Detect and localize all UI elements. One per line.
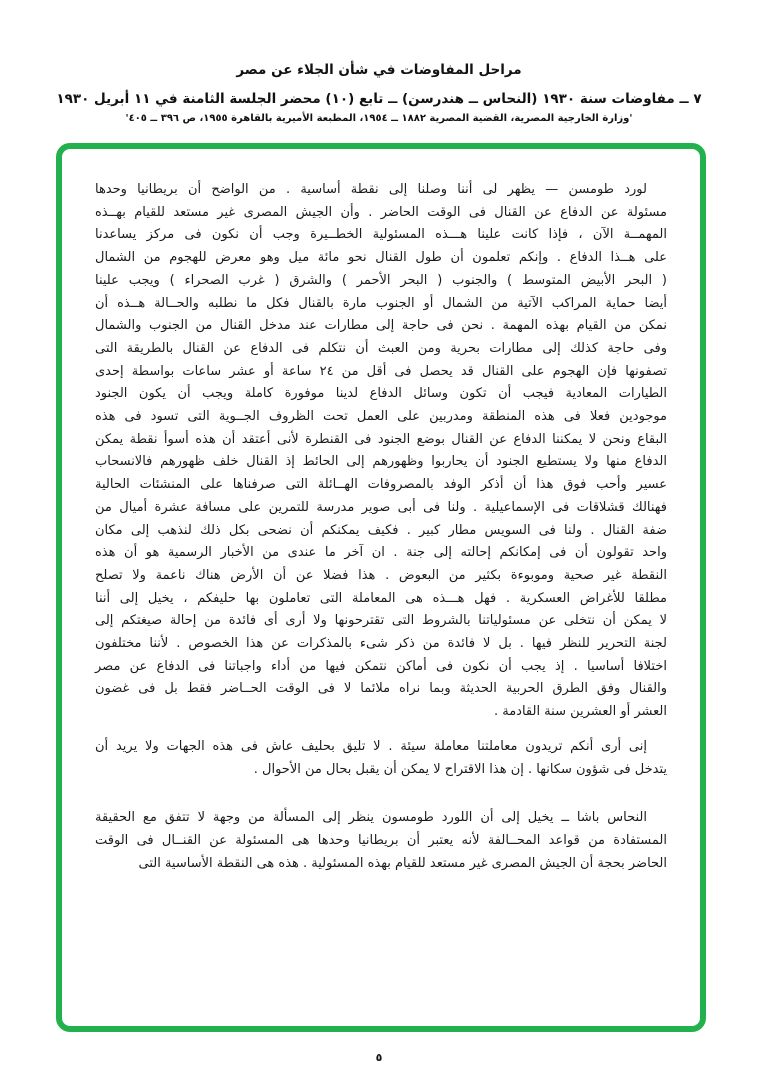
document-body (95, 179, 667, 875)
paragraph-lord-thomson (95, 179, 667, 724)
text-line: ضفة القنال . ولنا فى السويس مطار كبير . فكيف يمكنكم أن نضحى بكل ذلك لنذهب إلى مكان (95, 522, 667, 538)
document-header (0, 62, 758, 125)
text-line: يتدخل فى شؤون سكانها . إن هذا الاقتراح لا يمكن أن يقبل بحال من الأحوال . (253, 761, 667, 777)
paragraph-nahhas-pasha (95, 807, 667, 875)
text-line: نمكن من القيام بهذه المهمة . نحن فى حاجة إلى مطارات عند مدخل القنال من الجنوب والشمال (95, 318, 667, 334)
text-line: عسير وأحب فوق هذا أن أذكر الوفد بالمصروفات الهــائلة التى صرفناها على المنشئات الحالية (95, 477, 667, 493)
text-line: تصفونها فإن الهجوم على القنال قد يحصل فى أقل من ٢٤ ساعة أو عشر ساعات بواسطة إحدى (95, 363, 667, 379)
text-line: العشر أو العشرين سنة القادمة . (493, 704, 667, 720)
text-line: الحاضر بحجة أن الجيش المصرى غير مستعد للقيام بهذه المسئولية . هذه هى النقطة الأساسية التى (138, 855, 667, 871)
document-title: مراحل المفاوضات في شأن الجلاء عن مصر (236, 62, 522, 78)
page-number: ٥ (375, 1051, 383, 1064)
text-line: البقاع ونحن لا يمكننا الدفاع عن القنال بوضع الجنود فى القنطرة لأنى أعتقد أن هذه أسوأ نقطة يمكن (95, 431, 667, 447)
text-line: الدفاع منها ولا يستطيع الجنود أن يحاربوا وظهورهم إلى الحائط إذ القنال خلف ظهورهم فالانسحاب (95, 454, 667, 470)
text-line: مسئولة عن الدفاع عن القنال فى الوقت الحاضر . وأن الجيش المصرى غير مستعد للقيام بهــذه (95, 204, 667, 220)
green-highlight-box (56, 143, 706, 1032)
text-line: موجودين فعلا فى هذه المنطقة ومدربين على العمل تحت الظروف الجــوية التى تسود فى هذه (95, 409, 667, 425)
text-line: وفى حاجة كذلك إلى مطارات بحرية ومن العبث أن نتكلم فى الدفاع عن القنال بالطريقة التى (95, 340, 667, 356)
text-line: إنى أرى أنكم تريدون معاملتنا معاملة سيئة . لا تليق بحليف عاش فى هذه الجهات ولا يريد أن (95, 738, 647, 754)
text-line: ( البحر الأبيض المتوسط ) والجنوب ( البحر الأحمر ) والشرق ( غرب الصحراء ) ويجب علينا (95, 272, 667, 288)
text-line: لورد طومسن — يظهر لى أننا وصلنا إلى نقطة أساسية . من الواضح أن بريطانيا وحدها (95, 182, 647, 197)
text-line: اختلافا أساسيا . إذ يجب أن نكون فى أماكن نتمكن فيها من أداء واجباتنا فى الدفاع عن مصر (95, 658, 667, 674)
text-line: الطيارات المعادية فيجب أن تكون وسائل الدفاع لدينا موفورة كاملة ويجب أن يكون الجنود (95, 386, 667, 402)
text-line: على هــذا الدفاع . وإنكم تعلمون أن طول القنال نحو مائة ميل وهو معرض للهجوم من الشمال (95, 250, 667, 266)
text-line: فهنالك قشلاقات فى الإسماعيلية . ولنا فى أبى صوير مدرسة للتمرين على مسافة عشرة أميال من (95, 499, 667, 515)
text-line: لا يمكن أن نتخلى عن مسئولياتنا بالشروط التى تقترحونها ولا أرى أى فائدة من إحالة صيغتكم إلى (95, 613, 667, 629)
document-subtitle: ٧ ــ مفاوضات سنة ١٩٣٠ (النحاس ــ هندرسن) ــ تابع (١٠) محضر الجلسة الثامنة في ١١ أبريل ١٩٣٠ (56, 91, 702, 107)
text-line: المستفادة من قواعد المحــالفة لأنه يعتبر أن بريطانيا وحدها هى المسئولة عن القنــال فى الوقت (95, 832, 667, 848)
text-line: والقنال وفق الطرق الحربية الحديثة وبما نراه ملائما لا فى الوقت الحــاضر فقط بل فى غضون (95, 681, 667, 697)
document-source-citation: 'وزارة الخارجية المصرية، القضية المصرية ١٨٨٢ ــ ١٩٥٤، المطبعة الأميرية بالقاهرة ١٩٥٥، ص ٣٩٦ ــ ٤٠٥' (125, 113, 633, 124)
text-line: النقطة غير صحية وموبوءة بكثير من البعوض . هذا فضلا عن أن الأرض هناك ناعمة ولا تصلح (95, 567, 667, 583)
text-line: المهمــة الآن ، فإذا كانت علينا هـــذه المسئولية الخطــيرة وجب أن نكون فى مركز يساعدنا (95, 227, 667, 243)
text-line: لجنة التحرير للنظر فيها . بل لا فائدة من ذكر شىء بالمذكرات عن هذا الخصوص . لأننا مختلفون (95, 636, 667, 652)
text-line: أيضا حماية المراكب الآتية من الشمال أو الجنوب مارة بالقنال فكل ما نطلبه والحــالة هــذه أن (95, 295, 667, 311)
text-line: مطلقا للأغراض العسكرية . فهل هـــذه هى المعاملة التى تعاملون بها حليفكم ، يخيل إلى أننا (95, 590, 667, 606)
text-line: واحد تقولون أن فى إمكانكم إحالته إلى جنة . ان آخر ما عندى من الأخبار الرسمية هو أن هذه (95, 545, 667, 561)
text-line: النحاس باشا ــ يخيل إلى أن اللورد طومسون ينظر إلى المسألة من وجهة لا تتفق مع الحقيقة (95, 810, 647, 826)
paragraph-lord-thomson-continued (95, 736, 667, 781)
